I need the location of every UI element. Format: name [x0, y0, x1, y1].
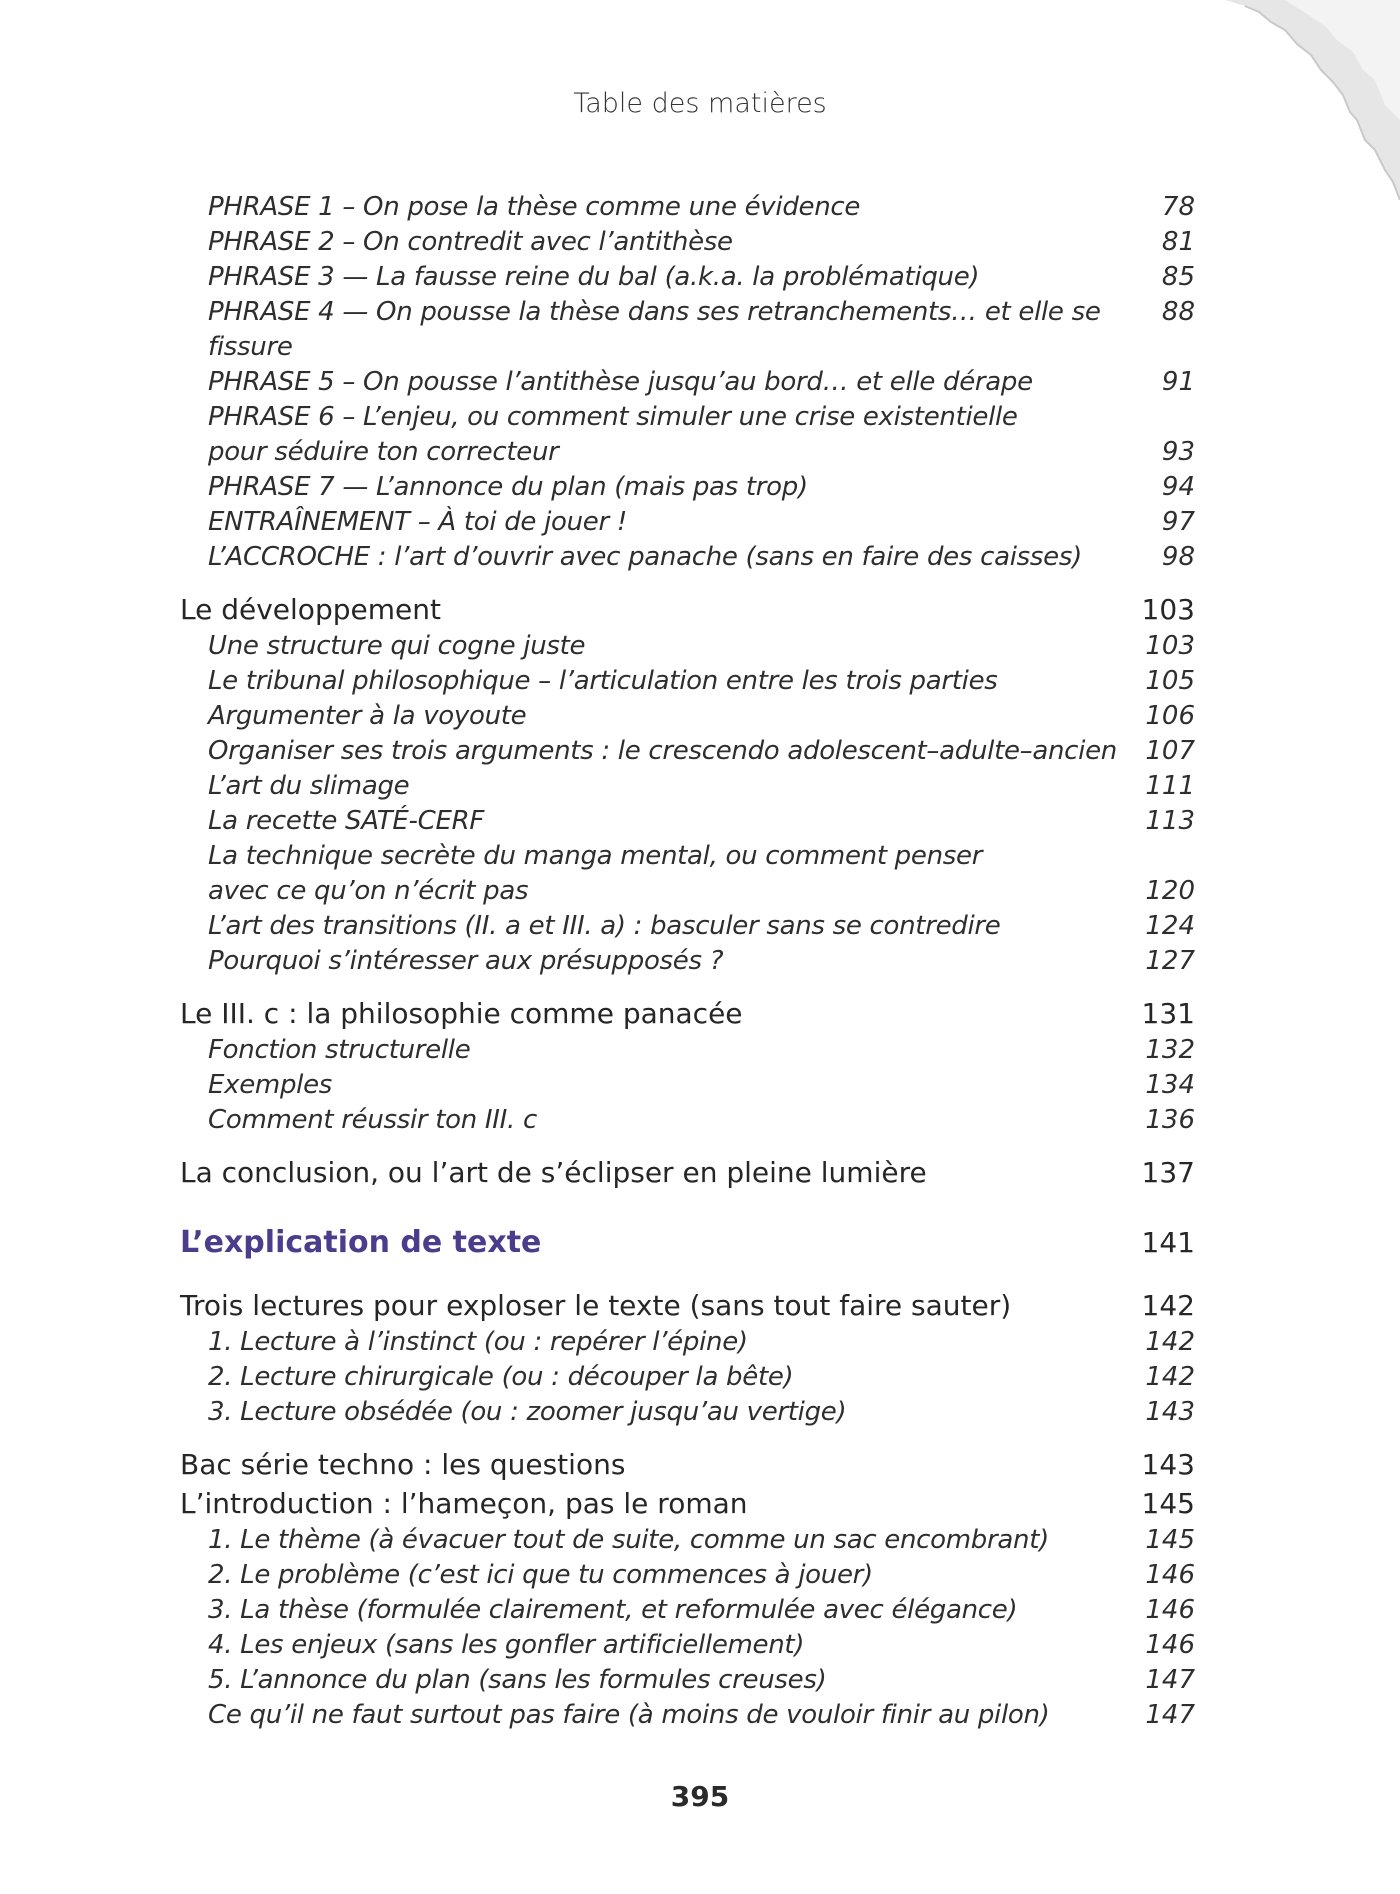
toc-entry-title: 5. L’annonce du plan (sans les formules creuses): [208, 1665, 827, 1695]
toc-entry-title: Trois lectures pour exploser le texte (sans tout faire sauter): [180, 1289, 1012, 1322]
toc-entry-page: 131: [1141, 997, 1195, 1030]
toc-entry-title: 2. Lecture chirurgicale (ou : découper la bête): [208, 1362, 794, 1392]
toc-entry-page: 107: [1145, 736, 1195, 766]
toc-entry-title: L’art des transitions (II. a et III. a) : basculer sans se contredire: [208, 911, 1001, 941]
toc-entry-page: 98: [1161, 542, 1195, 572]
toc-entry-title: ENTRAÎNEMENT – À toi de jouer !: [208, 507, 627, 537]
toc-entry-title: L’art du slimage: [208, 771, 410, 801]
toc-subsection-entry[interactable]: [180, 1558, 1195, 1593]
toc-section-entry[interactable]: [180, 590, 1195, 629]
toc-entry-title: Ce qu’il ne faut surtout pas faire (à moins de vouloir finir au pilon): [208, 1700, 1050, 1730]
toc-entry-title: Comment réussir ton III. c: [208, 1105, 537, 1135]
toc-entry-page: 137: [1141, 1156, 1195, 1189]
toc-spacer: [180, 575, 1195, 590]
toc-entry-page: 91: [1161, 367, 1195, 397]
toc-subsection-entry[interactable]: [180, 839, 1195, 874]
toc-entry-title: PHRASE 4 — On pousse la thèse dans ses retranchements… et elle se fissure: [208, 297, 1101, 362]
toc-entry-title: La technique secrète du manga mental, ou comment penser: [208, 841, 983, 871]
toc-entry-page: 105: [1145, 666, 1195, 696]
toc-entry-page: 143: [1145, 1397, 1195, 1427]
toc-entry-page: 93: [1161, 437, 1195, 467]
toc-entry-page: 146: [1145, 1630, 1195, 1660]
toc-entry-page: 127: [1145, 946, 1195, 976]
toc-entry-title: Exemples: [208, 1070, 333, 1100]
toc-subsection-entry[interactable]: [180, 664, 1195, 699]
toc-entry-title: Le développement: [180, 593, 441, 626]
toc-entry-title: PHRASE 3 — La fausse reine du bal (a.k.a. la problématique): [208, 262, 980, 292]
toc-subsection-entry[interactable]: [180, 1360, 1195, 1395]
toc-subsection-entry[interactable]: [180, 365, 1195, 400]
toc-entry-page: 103: [1145, 631, 1195, 661]
toc-section-entry[interactable]: [180, 1484, 1195, 1523]
toc-subsection-entry[interactable]: [180, 400, 1195, 435]
toc-entry-title: Une structure qui cogne juste: [208, 631, 586, 661]
toc-entry-page: 145: [1141, 1487, 1195, 1520]
toc-entry-title: 1. Lecture à l’instinct (ou : repérer l’épine): [208, 1327, 748, 1357]
toc-subsection-entry[interactable]: [180, 190, 1195, 225]
toc-section-entry[interactable]: [180, 1286, 1195, 1325]
toc-subsection-entry[interactable]: [180, 470, 1195, 505]
toc-entry-title: L’explication de texte: [180, 1225, 542, 1260]
toc-entry-page: 106: [1145, 701, 1195, 731]
toc-subsection-entry[interactable]: [180, 1663, 1195, 1698]
toc-section-entry[interactable]: [180, 1445, 1195, 1484]
toc-entry-title: Organiser ses trois arguments : le crescendo adolescent–adulte–ancien: [208, 736, 1117, 766]
toc-section-entry[interactable]: [180, 1153, 1195, 1192]
running-head-title: Table des matières: [573, 88, 827, 119]
toc-entry-title: PHRASE 2 – On contredit avec l’antithèse: [208, 227, 733, 257]
toc-entry-page: 134: [1145, 1070, 1195, 1100]
toc-entry-page: 120: [1145, 876, 1195, 906]
toc-subsection-entry[interactable]: [180, 260, 1195, 295]
toc-entry-title: Fonction structurelle: [208, 1035, 471, 1065]
toc-subsection-entry[interactable]: [180, 944, 1195, 979]
toc-subsection-entry[interactable]: [180, 540, 1195, 575]
toc-part-heading[interactable]: [180, 1222, 1195, 1264]
toc-entry-title: 1. Le thème (à évacuer tout de suite, comme un sac encombrant): [208, 1525, 1049, 1555]
toc-entry-title: 3. Lecture obsédée (ou : zoomer jusqu’au vertige): [208, 1397, 847, 1427]
toc-entry-title: Le III. c : la philosophie comme panacée: [180, 997, 743, 1030]
toc-subsection-entry[interactable]: [180, 909, 1195, 944]
toc-subsection-entry[interactable]: [180, 1103, 1195, 1138]
toc-entry-page: 147: [1145, 1665, 1195, 1695]
toc-subsection-entry[interactable]: [180, 1698, 1195, 1733]
toc-subsection-entry[interactable]: [180, 225, 1195, 260]
toc-entry-page: 78: [1161, 192, 1195, 222]
toc-entry-title: PHRASE 7 — L’annonce du plan (mais pas trop): [208, 472, 808, 502]
toc-entry-page: 124: [1145, 911, 1195, 941]
toc-spacer: [180, 1192, 1195, 1222]
toc-entry-title: 2. Le problème (c’est ici que tu commences à jouer): [208, 1560, 873, 1590]
toc-entry-title: PHRASE 5 – On pousse l’antithèse jusqu’au bord… et elle dérape: [208, 367, 1033, 397]
toc-subsection-entry[interactable]: [180, 1033, 1195, 1068]
toc-entry-title: Argumenter à la voyoute: [208, 701, 527, 731]
toc-entry-page: 81: [1161, 227, 1195, 257]
toc-entry-page: 94: [1161, 472, 1195, 502]
toc-subsection-entry[interactable]: [180, 1068, 1195, 1103]
toc-entry-page: 88: [1161, 297, 1195, 327]
toc-entry-title: PHRASE 1 – On pose la thèse comme une évidence: [208, 192, 861, 222]
toc-entry-page: 113: [1145, 806, 1195, 836]
toc-entry-title: Le tribunal philosophique – l’articulation entre les trois parties: [208, 666, 998, 696]
toc-entry-title: Pourquoi s’intéresser aux présupposés ?: [208, 946, 724, 976]
toc-subsection-entry[interactable]: [180, 1628, 1195, 1663]
toc-entry-page: 147: [1145, 1700, 1195, 1730]
toc-entry-title: pour séduire ton correcteur: [208, 437, 559, 467]
toc-subsection-entry[interactable]: [180, 734, 1195, 769]
toc-subsection-entry[interactable]: [180, 435, 1195, 470]
toc-entry-page: 103: [1141, 593, 1195, 626]
toc-subsection-entry[interactable]: [180, 629, 1195, 664]
toc-spacer: [180, 1138, 1195, 1153]
page-number: 395: [670, 1780, 730, 1813]
toc-entry-page: 136: [1145, 1105, 1195, 1135]
toc-entry-page: 143: [1141, 1448, 1195, 1481]
toc-entry-title: 4. Les enjeux (sans les gonfler artificiellement): [208, 1630, 805, 1660]
toc-subsection-entry[interactable]: [180, 295, 1195, 365]
toc-spacer: [180, 1264, 1195, 1286]
toc-spacer: [180, 1430, 1195, 1445]
toc-entry-page: 132: [1145, 1035, 1195, 1065]
toc-subsection-entry[interactable]: [180, 505, 1195, 540]
toc-spacer: [180, 979, 1195, 994]
toc-entry-title: 3. La thèse (formulée clairement, et reformulée avec élégance): [208, 1595, 1018, 1625]
toc-entry-page: 146: [1145, 1560, 1195, 1590]
toc-entry-page: 142: [1145, 1362, 1195, 1392]
toc-entry-title: L’introduction : l’hameçon, pas le roman: [180, 1487, 748, 1520]
toc-entry-title: avec ce qu’on n’écrit pas: [208, 876, 529, 906]
toc-entry-title: L’ACCROCHE : l’art d’ouvrir avec panache (sans en faire des caisses): [208, 542, 1082, 572]
toc-entry-title: PHRASE 6 – L’enjeu, ou comment simuler une crise existentielle: [208, 402, 1018, 432]
toc-entry-page: 142: [1141, 1289, 1195, 1322]
toc-entry-page: 111: [1145, 771, 1195, 801]
toc-subsection-entry[interactable]: [180, 1395, 1195, 1430]
toc-entry-title: Bac série techno : les questions: [180, 1448, 626, 1481]
toc-section-entry[interactable]: [180, 994, 1195, 1033]
toc-subsection-entry[interactable]: [180, 1325, 1195, 1360]
toc-entry-page: 146: [1145, 1595, 1195, 1625]
toc-subsection-entry[interactable]: [180, 1593, 1195, 1628]
toc-entry-title: La conclusion, ou l’art de s’éclipser en pleine lumière: [180, 1156, 927, 1189]
toc-subsection-entry[interactable]: [180, 1523, 1195, 1558]
toc-entry-page: 97: [1161, 507, 1195, 537]
toc-entry-page: 145: [1145, 1525, 1195, 1555]
toc-subsection-entry[interactable]: [180, 874, 1195, 909]
table-of-contents: [180, 190, 1195, 1733]
toc-entry-page: 142: [1145, 1327, 1195, 1357]
toc-entry-page: 85: [1161, 262, 1195, 292]
toc-entry-page: 141: [1141, 1226, 1195, 1259]
toc-subsection-entry[interactable]: [180, 804, 1195, 839]
toc-subsection-entry[interactable]: [180, 699, 1195, 734]
toc-subsection-entry[interactable]: [180, 769, 1195, 804]
toc-entry-title: La recette SATÉ-CERF: [208, 806, 485, 836]
